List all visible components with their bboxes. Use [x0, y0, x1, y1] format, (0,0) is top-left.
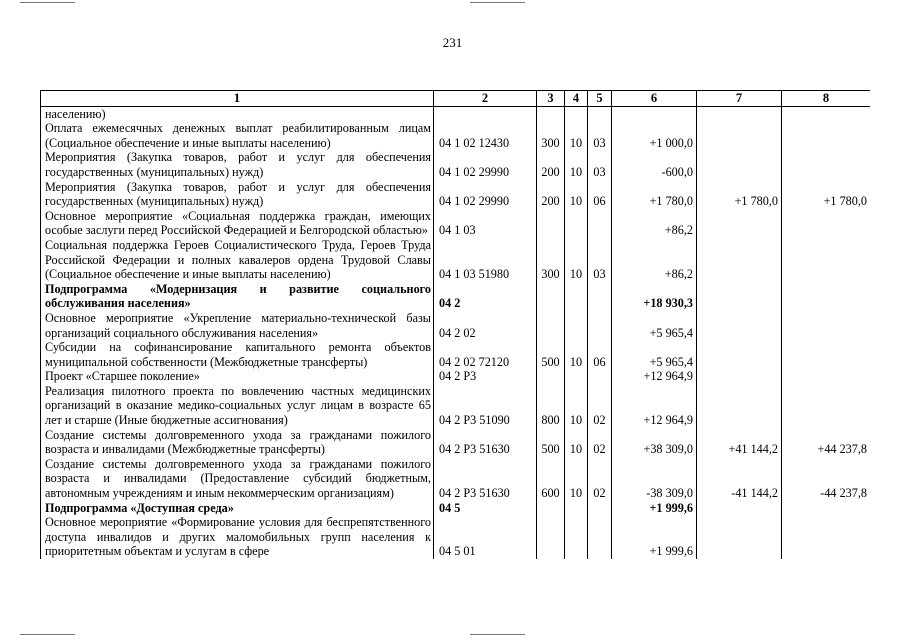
row-expense-type: 800: [537, 384, 565, 428]
row-amount-col6: +1 780,0: [612, 180, 697, 209]
table-row: [41, 282, 871, 311]
table-row: [41, 369, 871, 384]
row-amount-col8: [782, 238, 871, 282]
row-amount-col7: +41 144,2: [697, 428, 782, 457]
row-amount-col7: [697, 501, 782, 516]
scan-artifact-bottom-mid: [470, 634, 525, 635]
row-expense-type: 500: [537, 340, 565, 369]
row-description: Проект «Старшее поколение»: [41, 369, 434, 384]
row-expense-type: [537, 209, 565, 238]
column-header: 7: [697, 91, 782, 107]
row-description: Основное мероприятие «Социальная поддержка граждан, имеющих особые заслуги перед Российской Федерацией и Белгородской областью»: [41, 209, 434, 238]
row-subsection: 03: [588, 121, 612, 150]
row-amount-col7: [697, 369, 782, 384]
row-subsection: 02: [588, 428, 612, 457]
row-expense-type: 300: [537, 121, 565, 150]
row-subsection: 02: [588, 384, 612, 428]
row-amount-col7: [697, 340, 782, 369]
row-subsection: [588, 106, 612, 121]
row-target-code: 04 2 02 72120: [434, 340, 537, 369]
table-row: [41, 180, 871, 209]
row-amount-col8: [782, 282, 871, 311]
row-amount-col7: [697, 515, 782, 559]
table-row: [41, 150, 871, 179]
table-row: [41, 238, 871, 282]
row-amount-col7: [697, 106, 782, 121]
table-row: [41, 457, 871, 501]
row-section: 10: [565, 121, 588, 150]
row-section: [565, 501, 588, 516]
scan-artifact-top-left: [20, 2, 75, 3]
row-expense-type: 300: [537, 238, 565, 282]
row-expense-type: [537, 501, 565, 516]
row-amount-col8: [782, 121, 871, 150]
row-amount-col8: -44 237,8: [782, 457, 871, 501]
row-amount-col6: +1 999,6: [612, 515, 697, 559]
row-amount-col6: +38 309,0: [612, 428, 697, 457]
row-description: Реализация пилотного проекта по вовлечению частных медицинских организаций в оказание медико-социальных услуг лицам в возрасте 65 лет и старше (Иные бюджетные ассигнования): [41, 384, 434, 428]
table-row: [41, 515, 871, 559]
row-section: [565, 311, 588, 340]
row-section: 10: [565, 238, 588, 282]
row-amount-col8: [782, 150, 871, 179]
table-row: [41, 106, 871, 121]
row-amount-col8: [782, 515, 871, 559]
row-target-code: 04 1 03: [434, 209, 537, 238]
row-expense-type: [537, 311, 565, 340]
row-description: Основное мероприятие «Формирование условия для беспрепятственного доступа инвалидов и других маломобильных групп населения к приоритетным объектам и услугам в сфере: [41, 515, 434, 559]
row-description: Субсидии на софинансирование капитального ремонта объектов муниципальной собственности (Межбюджетные трансферты): [41, 340, 434, 369]
row-amount-col6: [612, 106, 697, 121]
row-description: Оплата ежемесячных денежных выплат реабилитированным лицам (Социальное обеспечение и иные выплаты населению): [41, 121, 434, 150]
table-row: [41, 340, 871, 369]
row-section: 10: [565, 340, 588, 369]
row-description: Социальная поддержка Героев Социалистического Труда, Героев Труда Российской Федерации и полных кавалеров ордена Трудовой Славы (Социальное обеспечение и иные выплаты населению): [41, 238, 434, 282]
row-target-code: 04 2 P3 51630: [434, 457, 537, 501]
scan-artifact-bottom-left: [20, 634, 75, 635]
column-header: 4: [565, 91, 588, 107]
row-target-code: 04 5: [434, 501, 537, 516]
row-subsection: [588, 311, 612, 340]
scan-artifact-top-mid: [470, 2, 525, 3]
row-section: [565, 515, 588, 559]
budget-table-container: [40, 90, 870, 596]
row-subsection: 06: [588, 180, 612, 209]
row-amount-col8: +1 780,0: [782, 180, 871, 209]
row-amount-col6: +12 964,9: [612, 369, 697, 384]
table-row: [41, 428, 871, 457]
row-subsection: [588, 209, 612, 238]
row-description: Подпрограмма «Доступная среда»: [41, 501, 434, 516]
row-target-code: 04 2 P3 51090: [434, 384, 537, 428]
row-amount-col8: [782, 209, 871, 238]
row-section: [565, 282, 588, 311]
row-expense-type: 200: [537, 180, 565, 209]
row-amount-col8: [782, 340, 871, 369]
row-target-code: 04 1 02 29990: [434, 180, 537, 209]
row-section: [565, 209, 588, 238]
row-amount-col8: [782, 384, 871, 428]
row-subsection: [588, 515, 612, 559]
row-target-code: [434, 106, 537, 121]
row-target-code: 04 1 02 12430: [434, 121, 537, 150]
row-subsection: 02: [588, 457, 612, 501]
row-section: 10: [565, 384, 588, 428]
column-header: 8: [782, 91, 871, 107]
row-target-code: 04 1 03 51980: [434, 238, 537, 282]
budget-table: [40, 90, 870, 559]
row-amount-col6: -600,0: [612, 150, 697, 179]
row-section: [565, 106, 588, 121]
row-amount-col6: +86,2: [612, 209, 697, 238]
row-section: 10: [565, 180, 588, 209]
row-amount-col8: [782, 311, 871, 340]
table-row: [41, 209, 871, 238]
row-expense-type: 600: [537, 457, 565, 501]
row-description: Подпрограмма «Модернизация и развитие социального обслуживания населения»: [41, 282, 434, 311]
row-expense-type: [537, 106, 565, 121]
row-amount-col7: [697, 150, 782, 179]
row-description: Создание системы долговременного ухода за гражданами пожилого возраста и инвалидами (Предоставление субсидий бюджетным, автономным учреждениям и иным некоммерческим организациям): [41, 457, 434, 501]
row-amount-col6: +1 999,6: [612, 501, 697, 516]
row-description: Создание системы долговременного ухода за гражданами пожилого возраста и инвалидами (Межбюджетные трансферты): [41, 428, 434, 457]
row-target-code: 04 2 02: [434, 311, 537, 340]
row-target-code: 04 2 P3 51630: [434, 428, 537, 457]
row-expense-type: [537, 515, 565, 559]
table-row: [41, 501, 871, 516]
row-description: Мероприятия (Закупка товаров, работ и услуг для обеспечения государственных (муниципальных) нужд): [41, 180, 434, 209]
row-section: 10: [565, 428, 588, 457]
row-amount-col7: [697, 121, 782, 150]
row-amount-col6: +12 964,9: [612, 384, 697, 428]
row-section: 10: [565, 150, 588, 179]
row-expense-type: [537, 282, 565, 311]
row-subsection: [588, 369, 612, 384]
row-subsection: [588, 282, 612, 311]
row-amount-col6: +86,2: [612, 238, 697, 282]
column-header: 3: [537, 91, 565, 107]
row-amount-col7: -41 144,2: [697, 457, 782, 501]
row-target-code: 04 5 01: [434, 515, 537, 559]
row-amount-col7: [697, 282, 782, 311]
column-header: 1: [41, 91, 434, 107]
row-amount-col8: +44 237,8: [782, 428, 871, 457]
column-header: 6: [612, 91, 697, 107]
table-row: [41, 121, 871, 150]
row-subsection: 03: [588, 238, 612, 282]
row-amount-col7: +1 780,0: [697, 180, 782, 209]
row-amount-col6: -38 309,0: [612, 457, 697, 501]
column-header: 2: [434, 91, 537, 107]
row-amount-col6: +18 930,3: [612, 282, 697, 311]
page-number: 231: [442, 35, 463, 50]
row-target-code: 04 2: [434, 282, 537, 311]
table-row: [41, 311, 871, 340]
row-section: [565, 369, 588, 384]
row-amount-col6: +5 965,4: [612, 311, 697, 340]
row-expense-type: 200: [537, 150, 565, 179]
row-amount-col7: [697, 384, 782, 428]
row-amount-col8: [782, 369, 871, 384]
row-subsection: 03: [588, 150, 612, 179]
row-subsection: [588, 501, 612, 516]
row-target-code: 04 2 P3: [434, 369, 537, 384]
column-header: 5: [588, 91, 612, 107]
table-header-row: [41, 91, 871, 107]
row-description: населению): [41, 106, 434, 121]
row-description: Основное мероприятие «Укрепление материально-технической базы организаций социального обслуживания населения»: [41, 311, 434, 340]
row-amount-col7: [697, 238, 782, 282]
table-row: [41, 384, 871, 428]
row-amount-col7: [697, 209, 782, 238]
row-target-code: 04 1 02 29990: [434, 150, 537, 179]
row-amount-col8: [782, 106, 871, 121]
row-amount-col7: [697, 311, 782, 340]
row-amount-col6: +5 965,4: [612, 340, 697, 369]
row-amount-col6: +1 000,0: [612, 121, 697, 150]
row-expense-type: [537, 369, 565, 384]
row-amount-col8: [782, 501, 871, 516]
table-body: [41, 106, 871, 559]
row-description: Мероприятия (Закупка товаров, работ и услуг для обеспечения государственных (муниципальных) нужд): [41, 150, 434, 179]
row-expense-type: 500: [537, 428, 565, 457]
row-subsection: 06: [588, 340, 612, 369]
row-section: 10: [565, 457, 588, 501]
